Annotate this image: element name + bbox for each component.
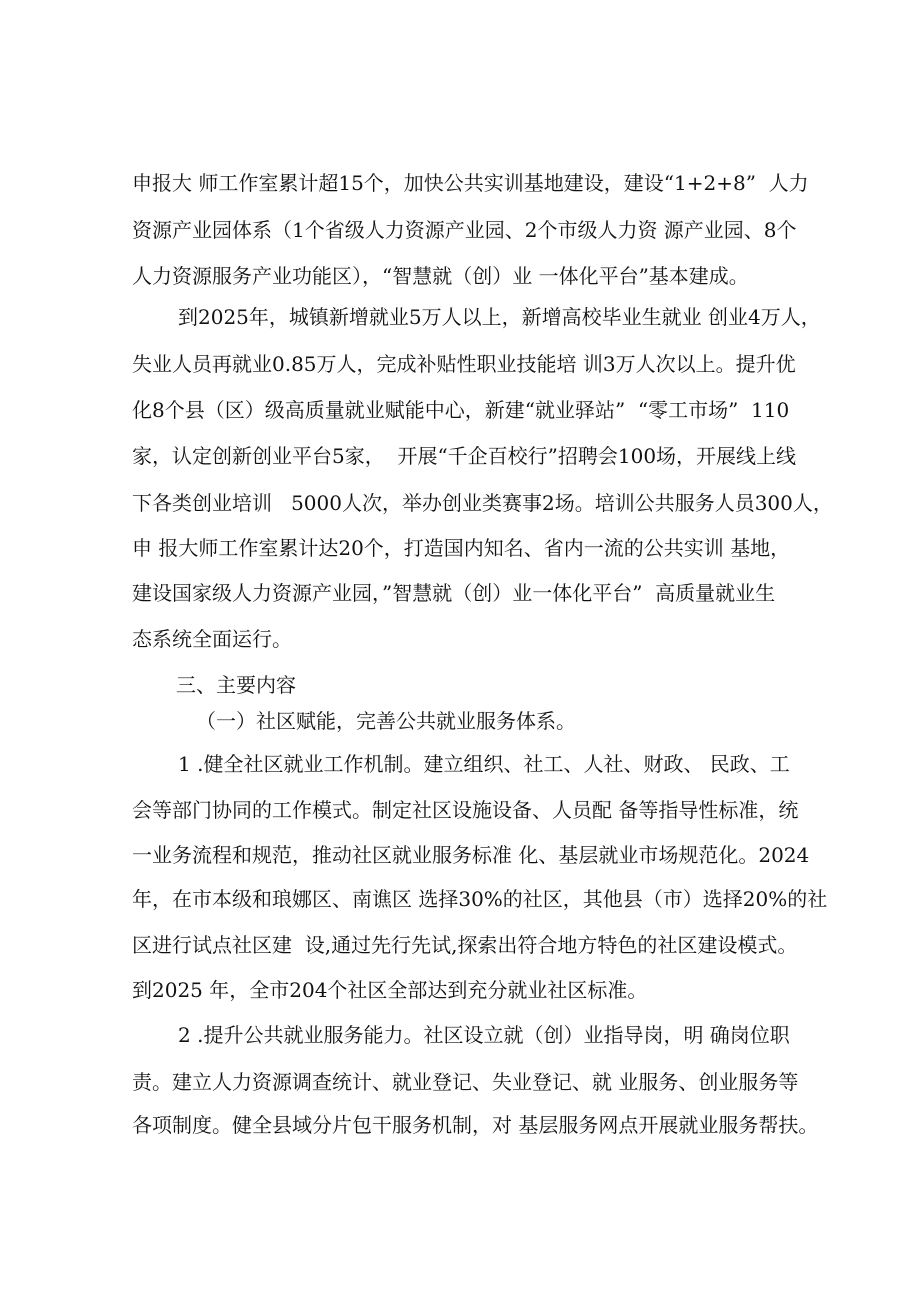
text-line: 申 报大师工作室累计达20个，打造国内知名、省内一流的公共实训 基地， — [132, 536, 791, 560]
text-line: 下各类创业培训 5000人次，举办创业类赛事2场。培训公共服务人员300人， — [132, 491, 833, 515]
text-line: 家，认定创新创业平台5家， 开展“千企百校行”招聘会100场，开展线上线 — [132, 444, 797, 468]
text-line: 资源产业园体系（1个省级人力资源产业园、2个市级人力资 源产业园、8个 — [132, 218, 797, 242]
text-line: 人力资源服务产业功能区），“智慧就（创）业 一体化平台”基本建成。 — [132, 264, 749, 288]
text-line: 区进行试点社区建 设,通过先行先试,探索出符合地方特色的社区建设模式。 — [132, 933, 798, 957]
text-line: 失业人员再就业0.85万人，完成补贴性职业技能培 训3万人次以上。提升优 — [132, 352, 796, 376]
text-line: 建设国家级人力资源产业园，”智慧就（创）业一体化平台” 高质量就业生 — [132, 581, 776, 605]
text-line: 到2025 年，全市204个社区全部达到充分就业社区标准。 — [132, 978, 648, 1002]
text-line: 1 .健全社区就业工作机制。建立组织、社工、人社、财政、 民政、工 — [178, 752, 790, 776]
text-line: 各项制度。健全县域分片包干服务机制，对 基层服务网点开展就业服务帮扶。 — [132, 1113, 819, 1137]
text-line: 一业务流程和规范，推动社区就业服务标准 化、基层就业市场规范化。2024 — [132, 843, 810, 867]
text-line: 化8个县（区）级高质量就业赋能中心，新建“就业驿站” “零工市场” 110 — [132, 398, 790, 422]
text-line: 责。建立人力资源调查统计、就业登记、失业登记、就 业服务、创业服务等 — [132, 1070, 799, 1094]
subsection-heading: （一）社区赋能，完善公共就业服务体系。 — [196, 709, 576, 733]
text-line: 年，在市本级和琅娜区、南谯区 选择30%的社区，其他县（市）选择20%的社 — [132, 887, 828, 911]
text-line: 2 .提升公共就业服务能力。社区设立就（创）业指导岗，明 确岗位职 — [178, 1023, 790, 1047]
section-heading: 三、主要内容 — [176, 673, 296, 697]
text-line: 申报大 师工作室累计超15个，加快公共实训基地建设，建设“1+2+8” 人力 — [132, 171, 809, 195]
text-line: 到2025年，城镇新增就业5万人以上，新增高校毕业生就业 创业4万人， — [178, 305, 821, 329]
text-line: 态系统全面运行。 — [132, 627, 292, 651]
text-line: 会等部门协同的工作模式。制定社区设施设备、人员配 备等指导性标准，统 — [132, 798, 799, 822]
